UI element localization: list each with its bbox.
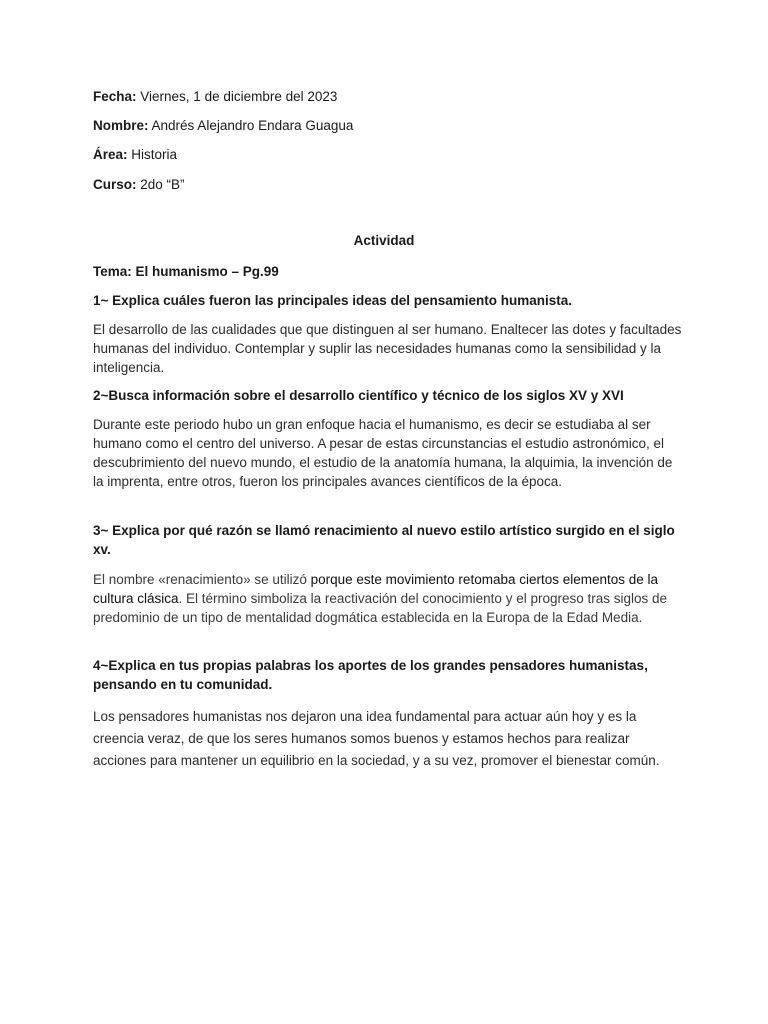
area-label: Área: (93, 147, 128, 162)
question-4: 4~Explica en tus propias palabras los aportes de los grandes pensadores humanistas, pensando en tu comunidad. (93, 658, 648, 692)
curso-line (93, 176, 185, 194)
fecha-label: Fecha: (93, 89, 137, 104)
nombre-line (93, 117, 353, 135)
question-3: 3~ Explica por qué razón se llamó renacimiento al nuevo estilo artístico surgido en el siglo xv. (93, 523, 675, 557)
answer-1: El desarrollo de las cualidades que que distinguen al ser humano. Enaltecer las dotes y facultades humanas del individuo. Contemplar y suplir las necesidades humanas como la sensibilidad y la inteligencia. (93, 322, 682, 375)
answer-3-part3: . El término simboliza la reactivación del conocimiento y el progreso tras siglos de predominio de un tipo de mentalidad dogmática establecida en la Europa de la Edad Media. (93, 591, 668, 625)
answer-4: Los pensadores humanistas nos dejaron una idea fundamental para actuar aún hoy y es la creencia veraz, de que los seres humanos somos buenos y estamos hechos para realizar acciones para mantener un equilibrio en la sociedad, y a su vez, promover el bienestar común. (93, 709, 660, 768)
question-2: 2~Busca información sobre el desarrollo científico y técnico de los siglos XV y XVI (93, 388, 624, 403)
answer-3-part1: El nombre «renacimiento» se utilizó (93, 572, 311, 587)
area-value: Historia (131, 147, 178, 162)
fecha-value: Viernes, 1 de diciembre del 2023 (140, 89, 338, 104)
answer-3 (93, 570, 683, 627)
answer-2: Durante este periodo hubo un gran enfoque hacia el humanismo, es decir se estudiaba al ser humano como el centro del universo. A pesar de estas circunstancias el estudio astronómico, el descubrimiento del nuevo mundo, el estudio de la anatomía humana, la alquimia, la invención de la imprenta, entre otros, fueron los principales avances científicos de la época. (93, 417, 673, 489)
tema-heading: Tema: El humanismo – Pg.99 (93, 264, 279, 279)
nombre-value: Andrés Alejandro Endara Guagua (151, 118, 354, 133)
fecha-line (93, 88, 337, 106)
document-title: Actividad (353, 233, 415, 248)
answer-3-part2: porque este movimiento retomaba ciertos elementos de la cultura clásica (93, 572, 659, 606)
curso-value: 2do “B” (140, 177, 185, 192)
curso-label: Curso: (93, 177, 137, 192)
nombre-label: Nombre: (93, 118, 149, 133)
area-line (93, 146, 177, 164)
question-1: 1~ Explica cuáles fueron las principales ideas del pensamiento humanista. (93, 293, 573, 308)
